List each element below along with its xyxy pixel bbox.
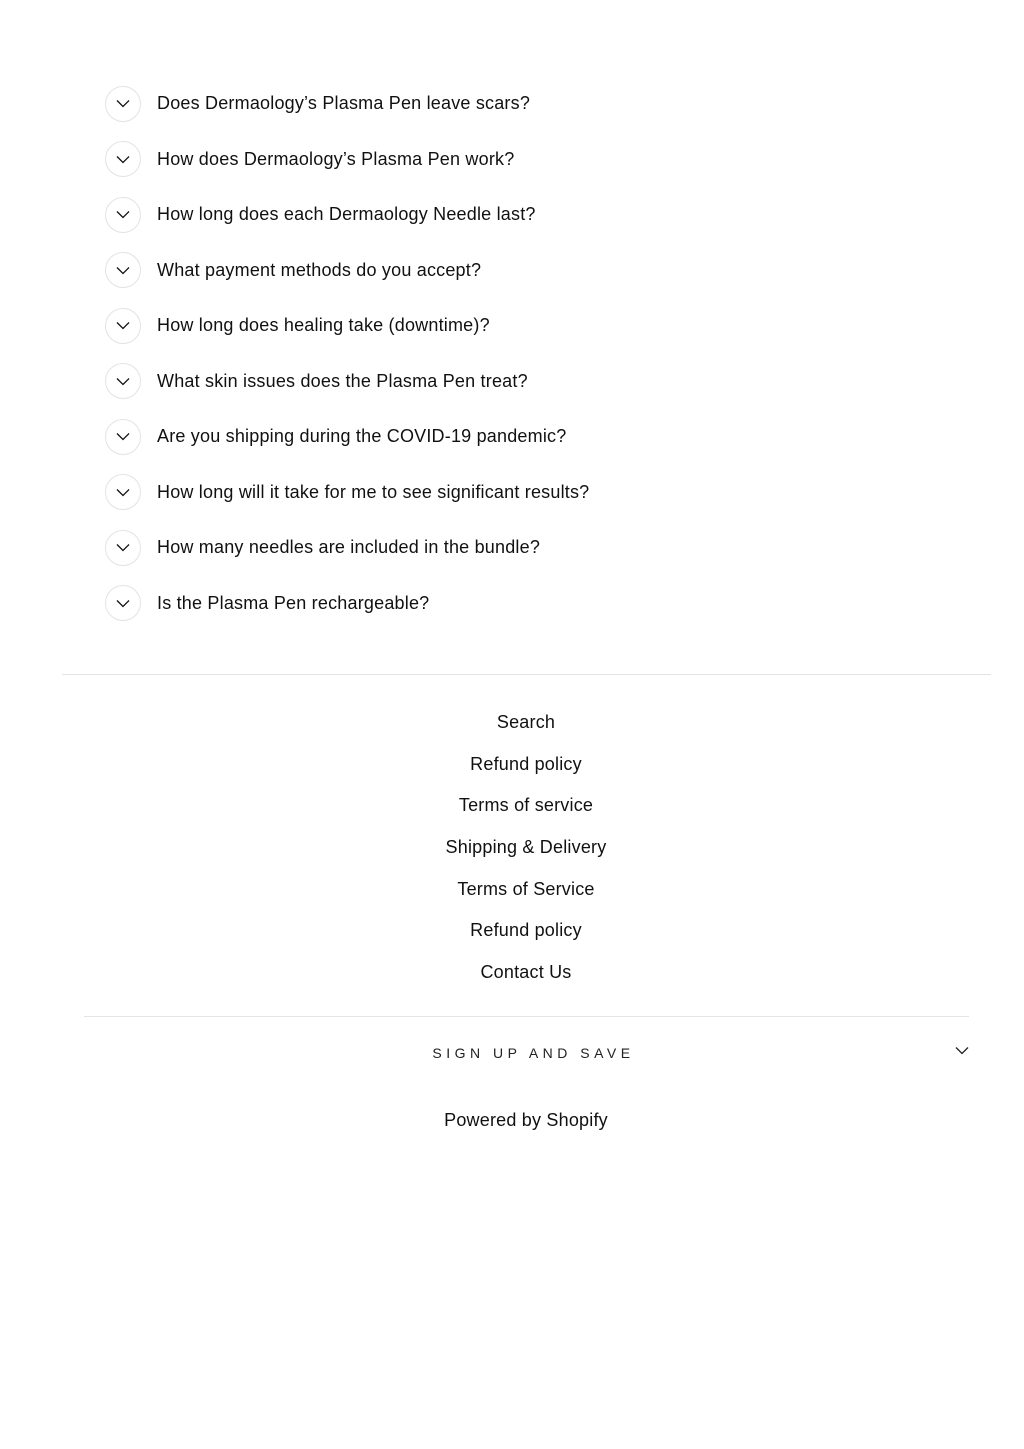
powered-by: [0, 1110, 1024, 1131]
faq-item[interactable]: [105, 76, 965, 132]
chevron-down-icon: [116, 377, 130, 386]
faq-toggle-button[interactable]: [105, 530, 141, 566]
footer-link-item: [0, 869, 1024, 911]
faq-question: How does Dermaology’s Plasma Pen work?: [157, 148, 515, 169]
faq-question: Is the Plasma Pen rechargeable?: [157, 592, 430, 613]
chevron-down-icon: [955, 1046, 969, 1055]
chevron-down-icon: [116, 488, 130, 497]
faq-toggle-button[interactable]: [105, 585, 141, 621]
footer-link-refund-policy-2[interactable]: Refund policy: [470, 920, 582, 941]
footer-link-item: [0, 910, 1024, 952]
faq-item[interactable]: [105, 132, 965, 188]
faq-item[interactable]: [105, 576, 965, 632]
faq-item[interactable]: [105, 520, 965, 576]
faq-question: How long does each Dermaology Needle last?: [157, 204, 536, 225]
faq-list: [105, 76, 965, 631]
faq-question: How long does healing take (downtime)?: [157, 315, 490, 336]
faq-item[interactable]: [105, 354, 965, 410]
faq-item[interactable]: [105, 243, 965, 299]
chevron-down-icon: [116, 321, 130, 330]
footer-links: [0, 702, 1024, 994]
faq-toggle-button[interactable]: [105, 419, 141, 455]
faq-question: Are you shipping during the COVID-19 pandemic?: [157, 426, 567, 447]
faq-toggle-button[interactable]: [105, 86, 141, 122]
faq-item[interactable]: [105, 409, 965, 465]
footer-link-refund-policy[interactable]: Refund policy: [470, 753, 582, 774]
footer-link-shipping-delivery[interactable]: Shipping & Delivery: [445, 837, 607, 858]
faq-toggle-button[interactable]: [105, 197, 141, 233]
footer-link-terms-of-service[interactable]: Terms of service: [458, 795, 594, 816]
chevron-down-icon: [116, 543, 130, 552]
signup-collapsible-toggle[interactable]: [84, 1034, 969, 1072]
faq-toggle-button[interactable]: [105, 363, 141, 399]
faq-item[interactable]: [105, 298, 965, 354]
faq-question: What skin issues does the Plasma Pen treat?: [157, 370, 528, 391]
footer-link-item: [0, 827, 1024, 869]
powered-by-prefix: Powered by: [444, 1110, 542, 1130]
faq-toggle-button[interactable]: [105, 252, 141, 288]
chevron-down-icon: [116, 432, 130, 441]
faq-item[interactable]: [105, 465, 965, 521]
footer-divider-bottom: [84, 1016, 969, 1017]
faq-item[interactable]: [105, 187, 965, 243]
chevron-down-icon: [116, 210, 130, 219]
footer-link-item: [0, 702, 1024, 744]
chevron-down-icon: [116, 266, 130, 275]
faq-question: What payment methods do you accept?: [157, 259, 482, 280]
footer-link-terms-of-service-2[interactable]: Terms of Service: [457, 878, 595, 899]
faq-toggle-button[interactable]: [105, 308, 141, 344]
footer-link-item: [0, 744, 1024, 786]
chevron-down-icon: [116, 155, 130, 164]
faq-toggle-button[interactable]: [105, 474, 141, 510]
faq-question: How long will it take for me to see significant results?: [157, 481, 590, 502]
footer-divider-top: [62, 674, 991, 675]
chevron-down-icon: [116, 99, 130, 108]
faq-question: Does Dermaology’s Plasma Pen leave scars?: [157, 93, 531, 114]
footer-link-item: [0, 952, 1024, 994]
footer-link-item: [0, 785, 1024, 827]
footer-link-search[interactable]: Search: [496, 712, 556, 732]
signup-label: SIGN UP AND SAVE: [432, 1045, 635, 1061]
footer-link-contact-us[interactable]: Contact Us: [480, 962, 572, 983]
faq-toggle-button[interactable]: [105, 141, 141, 177]
shopify-link[interactable]: Shopify: [546, 1110, 608, 1130]
chevron-down-icon: [116, 599, 130, 608]
faq-question: How many needles are included in the bundle?: [157, 537, 541, 558]
